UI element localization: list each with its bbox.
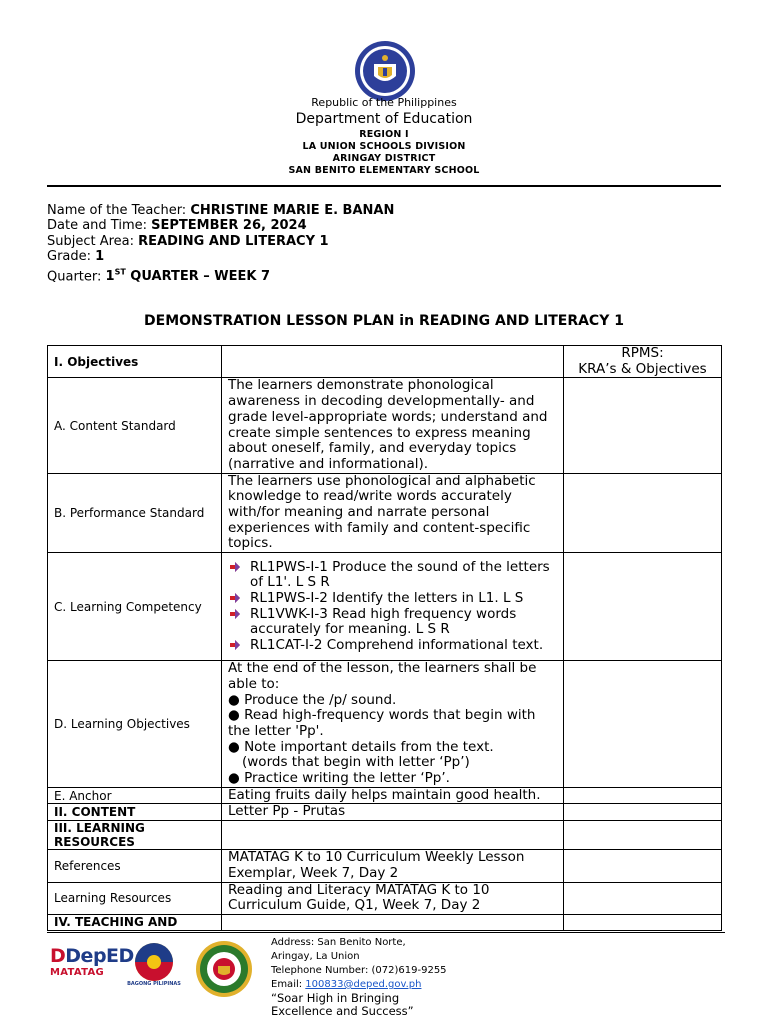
bagong-pilipinas-logo — [120, 940, 188, 990]
bullet-arrow-icon — [230, 593, 240, 603]
deped-logo-text: DepED — [65, 945, 134, 967]
matatag-logo-text: MATATAG — [50, 967, 105, 978]
email-link[interactable]: 100833@deped.gov.ph — [305, 979, 422, 990]
subject-line — [47, 234, 329, 249]
date-value: SEPTEMBER 26, 2024 — [151, 218, 307, 233]
table-row — [48, 821, 722, 850]
rpms-cell — [564, 804, 722, 821]
footer-motto: Excellence and Success” — [271, 1004, 414, 1018]
bullet-arrow-icon — [230, 609, 240, 619]
learning-resources-text: Reading and Literacy MATATAG K to 10 Curriculum Guide, Q1, Week 7, Day 2 — [222, 882, 564, 914]
grade-line — [47, 249, 104, 264]
learning-objectives-cell — [222, 661, 564, 788]
rpms-header — [564, 346, 722, 378]
competency-text: RL1CAT-I-2 Comprehend informational text. — [250, 637, 544, 654]
performance-standard-label: B. Performance Standard — [48, 473, 222, 553]
bullet-arrow-icon — [230, 640, 240, 650]
competency-text: RL1PWS-I-1 Produce the sound of the letters of L1'. L S R — [250, 558, 550, 591]
table-row — [48, 661, 722, 788]
rpms-cell — [564, 914, 722, 930]
email-label: Email: — [271, 979, 306, 990]
table-row — [48, 346, 722, 378]
learning-resources-label: Learning Resources — [48, 882, 222, 914]
list-item — [228, 638, 557, 654]
rpms-line-1: RPMS: — [621, 345, 664, 361]
footer-address-line: Aringay, La Union — [271, 951, 360, 962]
date-line — [47, 218, 307, 233]
list-item — [228, 591, 557, 607]
rpms-cell — [564, 378, 722, 473]
objectives-cell — [222, 346, 564, 378]
teacher-line — [47, 203, 394, 218]
quarter-superscript: ST — [114, 268, 126, 277]
resources-cell — [222, 821, 564, 850]
objectives-label: I. Objectives — [48, 346, 222, 378]
rpms-line-2: KRA’s & Objectives — [578, 360, 707, 377]
header-department: Department of Education — [295, 111, 473, 127]
footer-motto: “Soar High in Bringing — [271, 991, 400, 1005]
content-standard-label: A. Content Standard — [48, 378, 222, 473]
subject-value: READING AND LITERACY 1 — [138, 234, 329, 249]
table-row — [48, 914, 722, 930]
footer-phone: Telephone Number: (072)619-9255 — [271, 965, 447, 976]
header-division: LA UNION SCHOOLS DIVISION — [302, 141, 466, 152]
header-region: REGION I — [359, 129, 409, 140]
table-row — [48, 473, 722, 553]
table-row — [48, 850, 722, 882]
school-seal-logo — [192, 940, 256, 998]
header-divider — [47, 185, 721, 187]
header-republic: Republic of the Philippines — [311, 96, 457, 109]
header-school: SAN BENITO ELEMENTARY SCHOOL — [288, 165, 480, 176]
grade-value: 1 — [95, 249, 105, 264]
anchor-label: E. Anchor — [48, 787, 222, 804]
deped-matatag-logo: DDepED MATATAG — [50, 945, 134, 978]
learning-competency-list — [222, 553, 564, 661]
list-item — [228, 560, 557, 591]
competency-text: RL1VWK-I-3 Read high frequency words accurately for meaning. L S R — [250, 605, 517, 638]
rpms-cell — [564, 787, 722, 804]
references-label: References — [48, 850, 222, 882]
references-text: MATATAG K to 10 Curriculum Weekly Lesson Exemplar, Week 7, Day 2 — [222, 850, 564, 882]
quarter-value: QUARTER – WEEK 7 — [125, 269, 271, 285]
lesson-plan-title: DEMONSTRATION LESSON PLAN in READING AND LITERACY 1 — [144, 313, 624, 329]
content-text: Letter Pp - Prutas — [222, 804, 564, 821]
rpms-cell — [564, 553, 722, 661]
footer-divider — [47, 932, 725, 933]
deped-seal-logo — [354, 40, 416, 102]
objective-item-note: (words that begin with letter ‘Pp’) — [242, 754, 470, 771]
competency-text: RL1PWS-I-2 Identify the letters in L1. L S — [250, 589, 524, 606]
objective-item: ● Produce the /p/ sound. — [228, 691, 397, 708]
table-row — [48, 804, 722, 821]
learning-competency-label: C. Learning Competency — [48, 553, 222, 661]
bagong-pilipinas-text: BAGONG PILIPINAS — [127, 981, 181, 987]
rpms-cell — [564, 821, 722, 850]
teaching-cell — [222, 914, 564, 930]
performance-standard-text: The learners use phonological and alphabetic knowledge to read/write words accurately with/for meaning and narrate personal experiences with family and content-specific topics. — [222, 473, 564, 553]
teacher-value: CHRISTINE MARIE E. BANAN — [190, 203, 395, 218]
rpms-cell — [564, 661, 722, 788]
footer-address-line: Address: San Benito Norte, — [271, 937, 406, 948]
quarter-label: Quarter: — [47, 269, 106, 285]
resources-label: III. LEARNING RESOURCES — [48, 821, 222, 850]
table-row — [48, 378, 722, 473]
header-district: ARINGAY DISTRICT — [332, 153, 436, 164]
lesson-plan-table — [47, 345, 722, 931]
rpms-cell — [564, 882, 722, 914]
quarter-line — [47, 265, 270, 284]
objectives-intro: At the end of the lesson, the learners shall be able to: — [228, 660, 537, 692]
objective-item: ● Read high-frequency words that begin with the letter 'Pp'. — [228, 707, 536, 739]
objective-item: ● Note important details from the text. — [228, 738, 494, 755]
content-label: II. CONTENT — [48, 804, 222, 821]
grade-label: Grade: — [47, 249, 96, 264]
list-item — [228, 607, 557, 638]
table-row — [48, 787, 722, 804]
table-row — [48, 553, 722, 661]
footer-contact — [271, 936, 447, 1018]
table-row — [48, 882, 722, 914]
learning-objectives-label: D. Learning Objectives — [48, 661, 222, 788]
teaching-label: IV. TEACHING AND — [48, 914, 222, 930]
quarter-number: 1 — [105, 269, 115, 285]
rpms-cell — [564, 850, 722, 882]
teacher-label: Name of the Teacher: — [47, 203, 191, 218]
footer-email — [271, 978, 447, 992]
subject-label: Subject Area: — [47, 234, 139, 249]
content-standard-text: The learners demonstrate phonological awareness in decoding developmentally- and grade level-appropriate words; understand and create simple sentences to express meaning about oneself, family, and everyday topics (narrative and informational). — [222, 378, 564, 473]
rpms-cell — [564, 473, 722, 553]
anchor-text: Eating fruits daily helps maintain good health. — [222, 787, 564, 804]
date-label: Date and Time: — [47, 218, 152, 233]
objective-item: ● Practice writing the letter ‘Pp’. — [228, 770, 450, 787]
bullet-arrow-icon — [230, 562, 240, 572]
